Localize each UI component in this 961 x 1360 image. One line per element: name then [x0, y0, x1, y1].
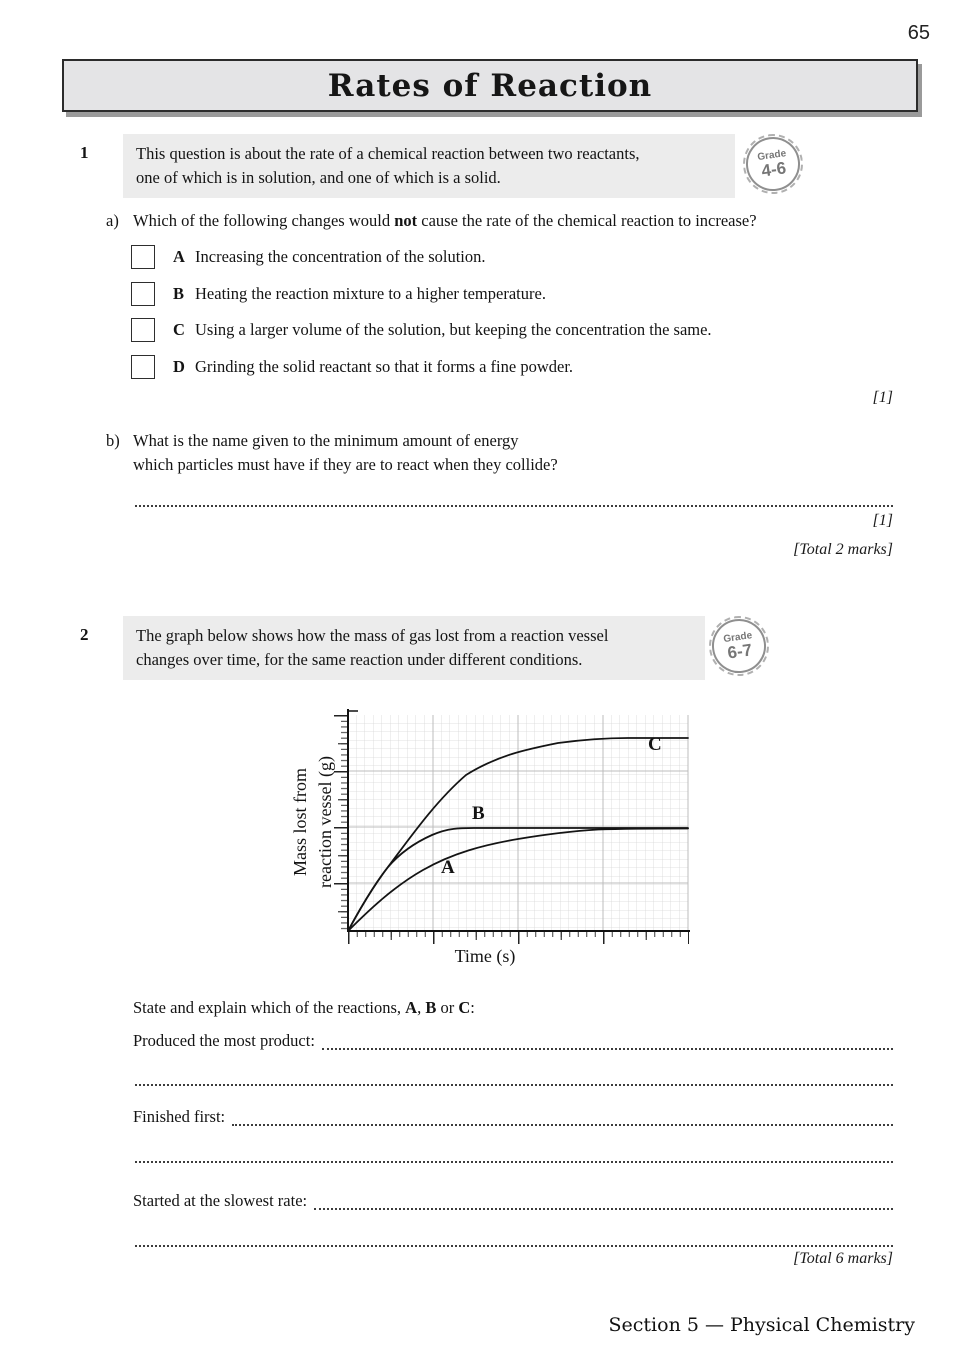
q2-prompt-b: B: [425, 998, 437, 1017]
page-title: Rates of Reaction: [327, 67, 653, 104]
q1b-text-line2: which particles must have if they are to react when they collide?: [133, 455, 558, 474]
y-axis-label: [288, 712, 338, 932]
q1a-text-prefix: Which of the following changes would: [133, 211, 395, 230]
option-b-letter: B: [173, 284, 185, 303]
answer-label-finished-first: Finished first:: [133, 1107, 226, 1126]
grade-badge-q2-label: Grade: [722, 630, 753, 646]
answer-label-most-product: Produced the most product:: [133, 1031, 315, 1050]
q2-number: 2: [80, 625, 89, 644]
q1a-option-row-a: [131, 245, 486, 269]
q2-prompt-p1: State and explain which of the reactions,: [133, 998, 406, 1017]
q2-prompt-p2: ,: [417, 998, 426, 1017]
option-a-letter: A: [173, 247, 185, 266]
q1b-answer-line[interactable]: [135, 492, 893, 507]
grade-badge-q2: [709, 616, 770, 677]
option-d-checkbox[interactable]: [131, 355, 155, 379]
answer-line-slowest-rate-2[interactable]: [135, 1232, 893, 1247]
q2-intro-line2: changes over time, for the same reaction under different conditions.: [136, 650, 583, 669]
q2-prompt: [133, 996, 475, 1020]
grade-badge-q1: [743, 134, 804, 195]
answer-line-most-product[interactable]: [322, 1048, 893, 1050]
q1b-question-line1: [106, 429, 519, 453]
q1-intro-line1: This question is about the rate of a chemical reaction between two reactants,: [136, 144, 640, 163]
q2-intro-box: [123, 616, 705, 680]
x-axis-label: Time (s): [454, 946, 516, 966]
y-axis-label-line2: reaction vessel (g): [315, 756, 335, 888]
q1a-option-row-d: [131, 355, 573, 379]
option-a-text: Increasing the concentration of the solution.: [195, 247, 486, 266]
answer-row-most-product: [133, 1029, 893, 1053]
grade-badge-q1-label: Grade: [756, 148, 787, 164]
q1-number: 1: [80, 143, 89, 162]
q1a-text-suffix: cause the rate of the chemical reaction to increase?: [417, 211, 757, 230]
option-d-text: Grinding the solid reactant so that it forms a fine powder.: [195, 357, 574, 376]
q1a-question: [106, 209, 757, 233]
curve-label-b: B: [472, 803, 485, 824]
page-number: 65: [907, 22, 930, 44]
q1-intro-box: [123, 134, 735, 198]
grade-badge-q1-range: 4-6: [760, 158, 788, 181]
y-axis-label-line1: Mass lost from: [290, 768, 310, 876]
q1b-label: b): [106, 431, 120, 450]
curve-label-c: C: [648, 734, 662, 755]
answer-line-most-product-2[interactable]: [135, 1071, 893, 1086]
q1a-label: a): [106, 211, 119, 230]
q2-prompt-p4: :: [470, 998, 475, 1017]
q1a-option-row-b: [131, 282, 546, 306]
grade-badge-q2-range: 6-7: [726, 640, 754, 663]
answer-line-slowest-rate[interactable]: [314, 1208, 893, 1210]
option-a-checkbox[interactable]: [131, 245, 155, 269]
q1-intro-line2: one of which is in solution, and one of which is a solid.: [136, 168, 501, 187]
q2-prompt-a: A: [405, 998, 418, 1017]
q2-prompt-c: C: [458, 998, 471, 1017]
option-b-text: Heating the reaction mixture to a higher temperature.: [195, 284, 546, 303]
curve-label-a: A: [441, 857, 455, 878]
answer-label-slowest-rate: Started at the slowest rate:: [133, 1191, 308, 1210]
section-footer: Section 5 — Physical Chemistry: [608, 1314, 915, 1336]
q1a-text-bold: not: [394, 211, 418, 230]
q2-prompt-p3: or: [436, 998, 459, 1017]
answer-line-finished-first-2[interactable]: [135, 1148, 893, 1163]
answer-row-slowest-rate: [133, 1189, 893, 1213]
q1a-option-row-c: [131, 318, 712, 342]
answer-line-finished-first[interactable]: [232, 1124, 893, 1126]
q1-total-marks: [Total 2 marks]: [793, 541, 893, 558]
option-c-text: Using a larger volume of the solution, but keeping the concentration the same.: [195, 320, 712, 339]
page-title-box: [62, 59, 918, 112]
q1b-text-line1: What is the name given to the minimum amount of energy: [133, 431, 519, 450]
x-axis-major-ticks: [348, 932, 689, 944]
option-b-checkbox[interactable]: [131, 282, 155, 306]
q1a-marks: [1]: [872, 389, 893, 406]
option-c-letter: C: [173, 320, 185, 339]
q2-total-marks: [Total 6 marks]: [793, 1250, 893, 1267]
option-d-letter: D: [173, 357, 185, 376]
q1a-text: [133, 209, 757, 233]
answer-row-finished-first: [133, 1105, 893, 1129]
q1b-marks: [1]: [872, 512, 893, 529]
q2-intro-line1: The graph below shows how the mass of gas lost from a reaction vessel: [136, 626, 609, 645]
option-c-checkbox[interactable]: [131, 318, 155, 342]
